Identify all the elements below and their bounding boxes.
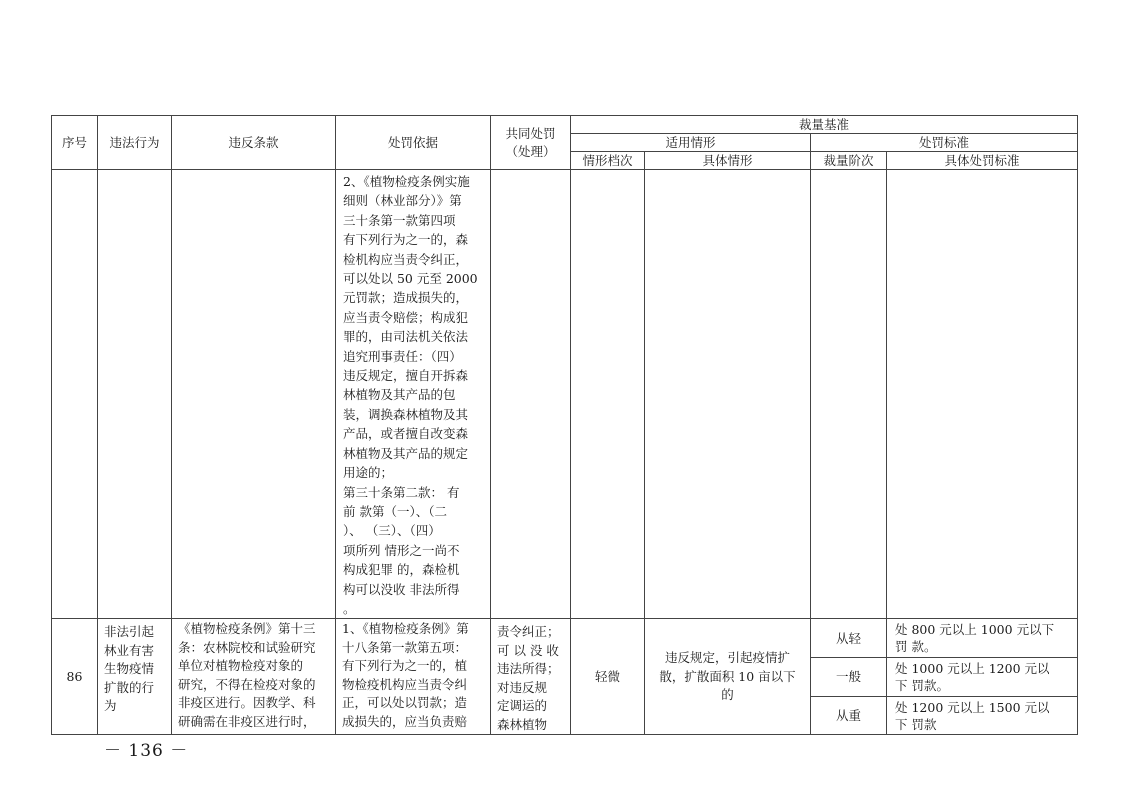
cell-detail-heavy: 处 1200 元以上 1500 元以 下 罚款	[895, 699, 1050, 732]
cell-stage-empty	[811, 170, 887, 619]
cell-stage-normal: 一般	[811, 658, 887, 697]
header-common-penalty: 共同处罚 （处理）	[491, 116, 571, 170]
table-row	[52, 619, 1078, 658]
header-specific-situation: 具体情形	[645, 152, 811, 170]
penalty-table	[51, 115, 1078, 735]
cell-seq-empty	[52, 170, 98, 619]
cell-detail-normal: 处 1000 元以上 1200 元以 下 罚款。	[895, 660, 1050, 693]
header-situation-level: 情形档次	[571, 152, 645, 170]
cell-situation-level: 轻微	[571, 619, 645, 735]
cell-article: 《植物检疫条例》第十三 条：农林院校和试验研究 单位对植物检疫对象的 研究，不得在检疫对象的 非疫区进行。因教学、科 研确需在非疫区进行时，	[178, 621, 316, 729]
cell-stage-light: 从轻	[811, 619, 887, 658]
cell-level-empty	[571, 170, 645, 619]
header-basis: 处罚依据	[336, 116, 491, 170]
header-behavior: 违法行为	[98, 116, 172, 170]
page-number: － 136 －	[104, 741, 189, 761]
cell-seq: 86	[52, 619, 98, 735]
cell-detail-empty	[887, 170, 1078, 619]
cell-common-penalty: 责令纠正； 可 以 没 收 违法所得； 对违反规 定调运的 森林植物	[497, 624, 560, 732]
cell-basis: 1、《植物检疫条例》第 十八条第一款第五项： 有下列行为之一的，植 物检疫机构应当责令纠 正，可以处以罚款；造 成损失的，应当负责赔	[342, 621, 469, 729]
header-penalty-standard: 处罚标准	[811, 134, 1078, 152]
cell-behavior: 非法引起 林业有害 生物疫情 扩散的行 为	[104, 624, 155, 714]
cell-detail-light: 处 800 元以上 1000 元以下 罚 款。	[895, 622, 1055, 655]
header-article: 违反条款	[172, 116, 336, 170]
header-specific-penalty: 具体处罚标准	[887, 152, 1078, 170]
header-applicable-situation: 适用情形	[571, 134, 811, 152]
cell-stage-heavy: 从重	[811, 696, 887, 735]
cell-article-empty	[172, 170, 336, 619]
cell-situation-empty	[645, 170, 811, 619]
cell-common-empty	[491, 170, 571, 619]
cell-behavior-empty	[98, 170, 172, 619]
header-seq: 序号	[52, 116, 98, 170]
cell-basis-text: 2、《植物检疫条例实施 细则（林业部分）》第 三十条第一款第四项 有下列行为之一的，森 检机构应当责令纠正， 可以处以 50 元至 2000 元罚款；造成损失的， 应当责令赔偿；构成犯 罪的，由司法机关依法 追究刑事责任：（四） 违反规定，擅自开拆森 林植物及其产品的包 装，调换森林植物及其 产品，或者擅自改变森 林植物及其产品的规定 用途的； 第三十条第二款： 有 前 款第（一）、（二 ）、 （三）、（四） 项所列 情形之一尚不 构成犯罪 的，森检机 构可以没收 非法所得 。	[343, 174, 478, 616]
header-discretion-standard: 裁量基准	[571, 116, 1078, 134]
header-discretion-stage: 裁量阶次	[811, 152, 887, 170]
table-row	[52, 170, 1078, 619]
cell-specific-situation: 违反规定，引起疫情扩 散，扩散面积 10 亩以下 的	[659, 650, 796, 703]
